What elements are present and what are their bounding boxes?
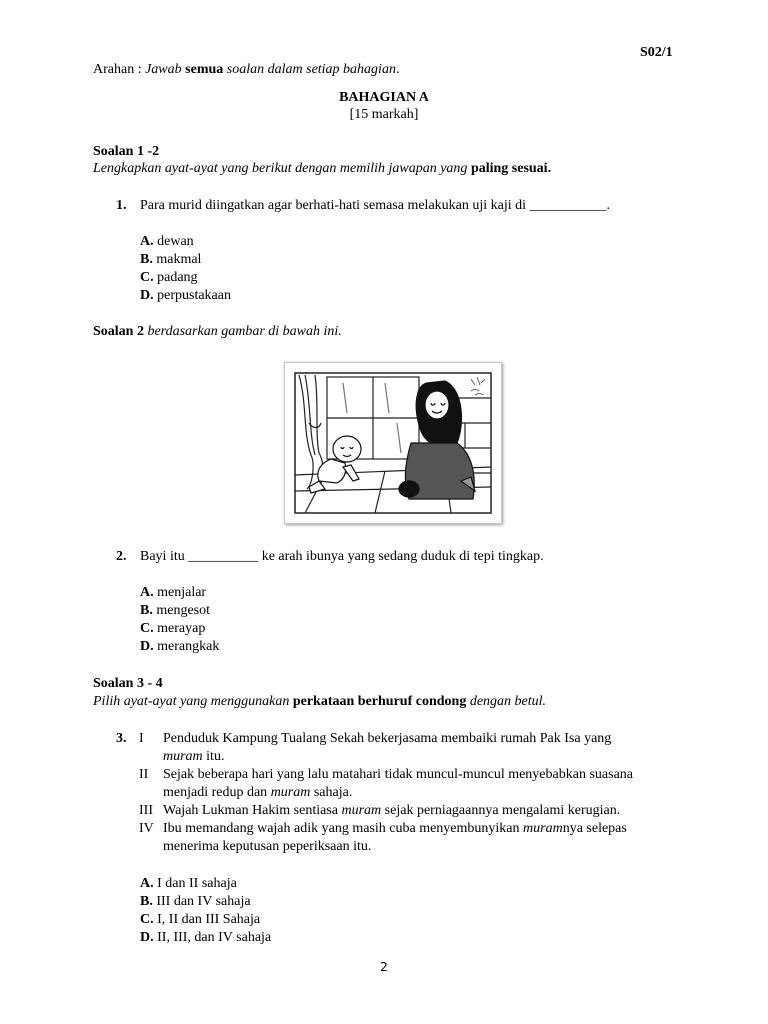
q2-option-b — [140, 602, 210, 620]
instruction-text: Jawab — [145, 62, 182, 77]
italic-word: muram — [523, 821, 563, 836]
item-text: menjadi redup dan — [163, 785, 271, 800]
item-text: itu. — [202, 749, 225, 764]
group1-instruction — [93, 160, 551, 178]
paper-code: S02/1 — [640, 45, 673, 60]
illustration-drawing — [285, 363, 501, 523]
q1-option-a — [140, 233, 194, 251]
q2-stem: Bayi itu __________ ke arah ibunya yang sedang duduk di tepi tingkap. — [140, 549, 544, 564]
q1-option-c — [140, 269, 198, 287]
item-text: Wajah Lukman Hakim sentiasa — [163, 803, 342, 818]
q2-option-c — [140, 620, 205, 638]
q1-number: 1. — [116, 198, 127, 213]
italic-word: muram — [163, 749, 203, 764]
group3-instruction-italic: dengan betul. — [469, 694, 547, 709]
q3-item-iii-number: III — [139, 803, 153, 818]
italic-word: muram — [270, 785, 311, 800]
group3-instruction — [93, 693, 546, 711]
instruction-text: soalan dalam setiap bahagian — [226, 62, 396, 77]
q3-item-iii-line — [163, 802, 620, 820]
q3-item-iv-number: IV — [139, 821, 154, 836]
option-text: mengesot — [156, 603, 210, 618]
option-letter: C. — [140, 621, 154, 636]
italic-word: muram — [341, 803, 382, 818]
q3-item-i-line2 — [163, 748, 224, 766]
option-letter: D. — [140, 930, 154, 945]
q3-item-iv-line1 — [163, 820, 627, 838]
instruction-line — [93, 61, 399, 79]
q3-option-b — [140, 893, 251, 911]
q3-number: 3. — [116, 731, 127, 746]
section-title: BAHAGIAN A — [339, 90, 429, 105]
q2-number: 2. — [116, 549, 127, 564]
option-text: perpustakaan — [157, 288, 231, 303]
group3-heading: Soalan 3 - 4 — [93, 676, 163, 691]
option-text: makmal — [156, 252, 202, 267]
option-text: merangkak — [157, 639, 220, 654]
option-letter: A. — [140, 585, 154, 600]
group3-instruction-bold: perkataan berhuruf condong — [292, 694, 467, 709]
option-text: III dan IV sahaja — [156, 894, 251, 909]
q1-option-d — [140, 287, 231, 305]
option-letter: B. — [140, 603, 153, 618]
q1-stem: Para murid diingatkan agar berhati-hati semasa melakukan uji kaji di ___________. — [140, 198, 611, 213]
option-letter: C. — [140, 912, 154, 927]
q1-option-b — [140, 251, 201, 269]
instruction-prefix: Arahan : — [93, 62, 146, 77]
q2-intro-italic: berdasarkan gambar di bawah ini. — [147, 324, 342, 339]
q2-intro-bold: Soalan 2 — [93, 324, 144, 339]
q3-option-c — [140, 911, 260, 929]
group3-instruction-italic: Pilih ayat-ayat yang menggunakan — [93, 694, 290, 709]
q3-item-iv-line2: menerima keputusan peperiksaan itu. — [163, 839, 372, 854]
q3-item-i-line1: Penduduk Kampung Tualang Sekah bekerjasama membaiki rumah Pak Isa yang — [163, 731, 612, 746]
q2-option-a — [140, 584, 206, 602]
option-text: dewan — [157, 234, 194, 249]
instruction-period: . — [395, 62, 400, 77]
mother-baby-illustration — [284, 362, 502, 524]
q3-option-d — [140, 929, 271, 947]
option-text: I, II dan III Sahaja — [157, 912, 261, 927]
option-letter: C. — [140, 270, 154, 285]
option-text: menjalar — [157, 585, 207, 600]
q2-intro — [93, 323, 342, 341]
item-text: nya selepas — [562, 821, 627, 836]
section-marks: [15 markah] — [349, 107, 419, 122]
q3-item-ii-line1: Sejak beberapa hari yang lalu matahari tidak muncul-muncul menyebabkan suasana — [163, 767, 633, 782]
page-number: 2 — [380, 960, 388, 974]
option-text: padang — [157, 270, 198, 285]
item-text: Ibu memandang wajah adik yang masih cuba menyembunyikan — [163, 821, 524, 836]
option-letter: D. — [140, 639, 154, 654]
item-text: sahaja. — [310, 785, 353, 800]
option-letter: B. — [140, 894, 153, 909]
option-text: merayap — [157, 621, 206, 636]
option-text: I dan II sahaja — [157, 876, 237, 891]
q3-option-a — [140, 875, 237, 893]
group1-instruction-bold: paling sesuai. — [470, 161, 552, 176]
option-letter: A. — [140, 876, 154, 891]
option-letter: D. — [140, 288, 154, 303]
q3-item-i-number: I — [139, 731, 144, 746]
option-letter: B. — [140, 252, 153, 267]
group1-heading: Soalan 1 -2 — [93, 144, 160, 159]
q3-item-ii-number: II — [139, 767, 149, 782]
group1-instruction-italic: Lengkapkan ayat-ayat yang berikut dengan memilih jawapan yang — [93, 161, 468, 176]
item-text: sejak perniagaannya mengalami kerugian. — [381, 803, 621, 818]
q2-option-d — [140, 638, 219, 656]
q3-item-ii-line2 — [163, 784, 352, 802]
option-text: II, III, dan IV sahaja — [157, 930, 272, 945]
option-letter: A. — [140, 234, 154, 249]
instruction-bold: semua — [185, 62, 224, 77]
